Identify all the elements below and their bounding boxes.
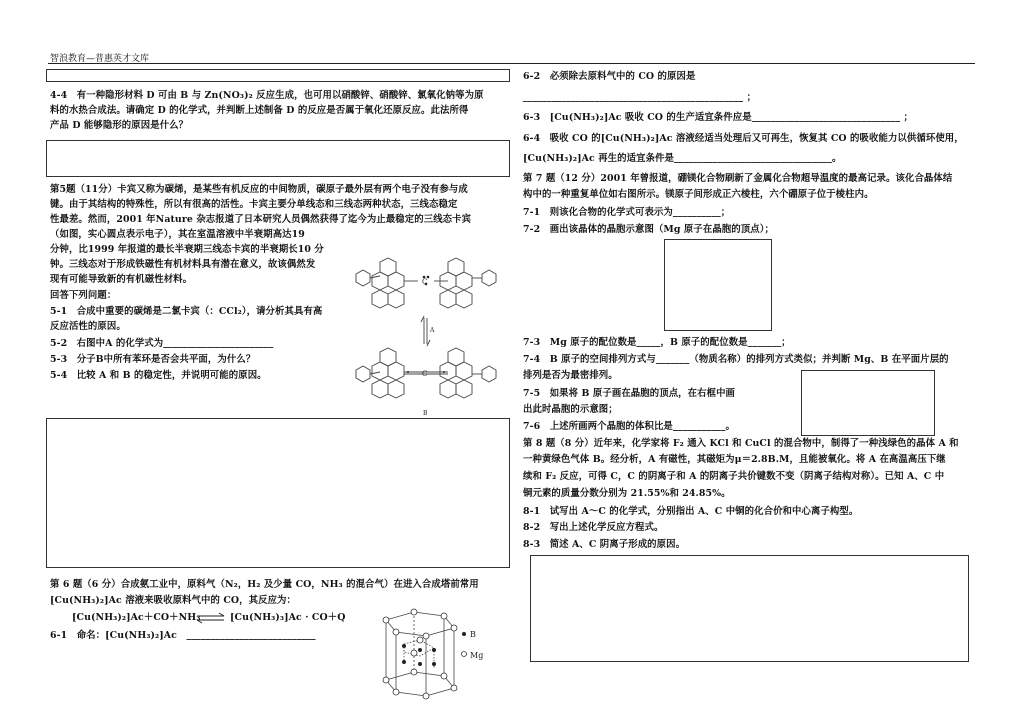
q8-line-2: 一种黄绿色气体 B。经分析，A 有磁性，其磁矩为μ＝2.8B.M，且能被氧化。将 A 在高温高压下继 xyxy=(523,454,946,465)
q6-sub2: 6-2 必须除去原料气中的 CO 的原因是 xyxy=(523,71,696,82)
q5-answer-prompt: 回答下列问题： xyxy=(50,290,117,301)
carbene-structure-figure xyxy=(346,232,506,417)
q6-sub1: 6-1 命名：[Cu(NH₃)₂]Ac ___________________________ xyxy=(50,630,316,641)
q6-line-1: 第 6 题（6 分）合成氨工业中，原料气（N₂，H₂ 及少量 CO，NH₃ 的混合气）在进入合成塔前常用 xyxy=(50,579,479,590)
q6-line-2: [Cu(NH₃)₂]Ac 溶液来吸收原料气中的 CO，其反应为： xyxy=(50,595,296,606)
q5-line-5: 分钟，比1999 年报道的最长半衰期三线态卡宾的半衰期长10 分 xyxy=(50,244,324,255)
document-header-title: 智浪教育—普惠英才文库 xyxy=(50,54,150,64)
q5-sub2: 5-2 右图中A 的化学式为_______________________ xyxy=(50,338,274,349)
q5-sub1-line1: 5-1 合成中重要的碳烯是二氯卡宾（：CCl₂），请分析其具有高 xyxy=(50,306,323,317)
q5-line-6: 钟。三线态对于形成铁磁性有机材料具有潜在意义，故该偶然发 xyxy=(50,259,316,270)
structure-label-b: B xyxy=(423,410,428,417)
q6-sub4-line1: 6-4 吸收 CO 的[Cu(NH₃)₂]Ac 溶液经适当处理后又可再生，恢复其 CO 的吸收能力以供循环使用， xyxy=(523,133,964,144)
q5-sub1-line2: 反应活性的原因。 xyxy=(50,321,126,332)
q7-sub2: 7-2 画出该晶体的晶胞示意图（Mg 原子在晶胞的顶点）； xyxy=(523,224,774,235)
svg-text:C: C xyxy=(422,278,428,286)
q5-line-7: 现有可能导致新的有机磁性材料。 xyxy=(50,274,193,285)
answer-box-q7-5 xyxy=(801,370,935,436)
header-rule xyxy=(48,63,975,64)
q8-sub1: 8-1 试写出 A～C 的化学式，分别指出 A、C 中铜的化合价和中心离子构型。 xyxy=(523,506,859,517)
q8-sub3: 8-3 简述 A、C 阴离子形成的原因。 xyxy=(523,539,686,550)
answer-box-q8 xyxy=(530,555,969,662)
q6-sub2-blank: ______________________________________________ ； xyxy=(523,92,757,103)
q6-equation-right: [Cu(NH₃)₃]Ac · CO＋Q xyxy=(230,612,346,623)
q7-sub3: 7-3 Mg 原子的配位数是_____，B 原子的配位数是_______； xyxy=(523,337,791,348)
equilibrium-arrow-icon xyxy=(196,612,226,624)
q6-equation-left: [Cu(NH₃)₂]Ac＋CO＋NH₃ xyxy=(72,612,201,623)
q5-line-2: 键。由于其结构的特殊性，所以有很高的活性。卡宾主要分单线态和三线态两种状态，三线态稳定 xyxy=(50,199,458,210)
q5-line-4: （如图，实心圆点表示电子），其在室温溶液中半衰期高达19 xyxy=(50,229,305,240)
q4-line-3: 产品 D 能够隐形的原因是什么？ xyxy=(50,120,189,131)
q7-line-1: 第 7 题（12 分）2001 年曾报道，硼镁化合物刷新了金属化合物超导温度的最高记录。该化合晶体结 xyxy=(523,173,953,184)
q6-sub3: 6-3 [Cu(NH₃)₂]Ac 吸收 CO 的生产适宜条件应是_______________________________ ； xyxy=(523,112,913,123)
legend-magnesium-label: Mg xyxy=(470,651,484,660)
q5-line-3: 性最差。然而，2001 年Nature 杂志报道了日本研究人员偶然获得了迄今为止最稳定的三线态卡宾 xyxy=(50,214,472,225)
structure-label-a: A xyxy=(430,327,435,334)
q8-line-1: 第 8 题（8 分）近年来，化学家将 F₂ 通入 KCl 和 CuCl 的混合物中，制得了一种浅绿色的晶体 A 和 xyxy=(523,438,959,449)
answer-box-top-left xyxy=(46,69,510,82)
mgb2-crystal-structure-figure xyxy=(364,606,484,716)
q6-sub4-line2: [Cu(NH₃)₂]Ac 再生的适宜条件是_________________________________。 xyxy=(523,153,842,164)
svg-text:C: C xyxy=(422,370,428,378)
q7-line-2: 构中的一种重复单位如右图所示。镁原子间形成正六棱柱，六个硼原子位于棱柱内。 xyxy=(523,189,874,200)
q8-line-3: 续和 F₂ 反应，可得 C，C 的阴离子和 A 的阴离子共价键数不变（阴离子结构对称）。已知 A、C 中 xyxy=(523,471,945,482)
q4-line-2: 料的水热合成法。请确定 D 的化学式，并判断上述制备 D 的反应是否属于氧化还原反应。此法所得 xyxy=(50,105,469,116)
q8-line-4: 铜元素的质量分数分别为 21.55%和 24.85%。 xyxy=(523,488,731,499)
q5-sub3: 5-3 分子B中所有苯环是否会共平面，为什么？ xyxy=(50,354,256,365)
q7-sub5-line1: 7-5 如果将 B 原子画在晶胞的顶点，在右框中画 xyxy=(523,388,736,399)
q7-sub5-line2: 出此时晶胞的示意图； xyxy=(523,404,618,415)
q8-sub2: 8-2 写出上述化学反应方程式。 xyxy=(523,522,664,533)
answer-box-q5 xyxy=(46,418,510,568)
answer-box-q4 xyxy=(46,140,510,177)
answer-box-q7-2 xyxy=(664,239,772,331)
q7-sub4-line1: 7-4 B 原子的空间排列方式与_______（物质名称）的排列方式类似；并判断 Mg、B 在平面片层的 xyxy=(523,354,949,365)
legend-boron-label: B xyxy=(470,630,476,639)
q4-line-1: 4-4 有一种隐形材料 D 可由 B 与 Zn(NO₃)₂ 反应生成，也可用以硝酸锌、硝酸锌、氯氧化钠等为原 xyxy=(50,90,484,101)
q7-sub4-line2: 排列是否为最密排列。 xyxy=(523,370,618,381)
q5-sub4: 5-4 比较 A 和 B 的稳定性，并说明可能的原因。 xyxy=(50,370,267,381)
q7-sub1: 7-1 则该化合物的化学式可表示为__________； xyxy=(523,207,731,218)
q7-sub6: 7-6 上述所画两个晶胞的体积比是___________。 xyxy=(523,421,736,432)
q5-line-1: 第5题（11分）卡宾又称为碳烯，是某些有机反应的中间物质，碳原子最外层有两个电子没有参与成 xyxy=(50,184,468,195)
